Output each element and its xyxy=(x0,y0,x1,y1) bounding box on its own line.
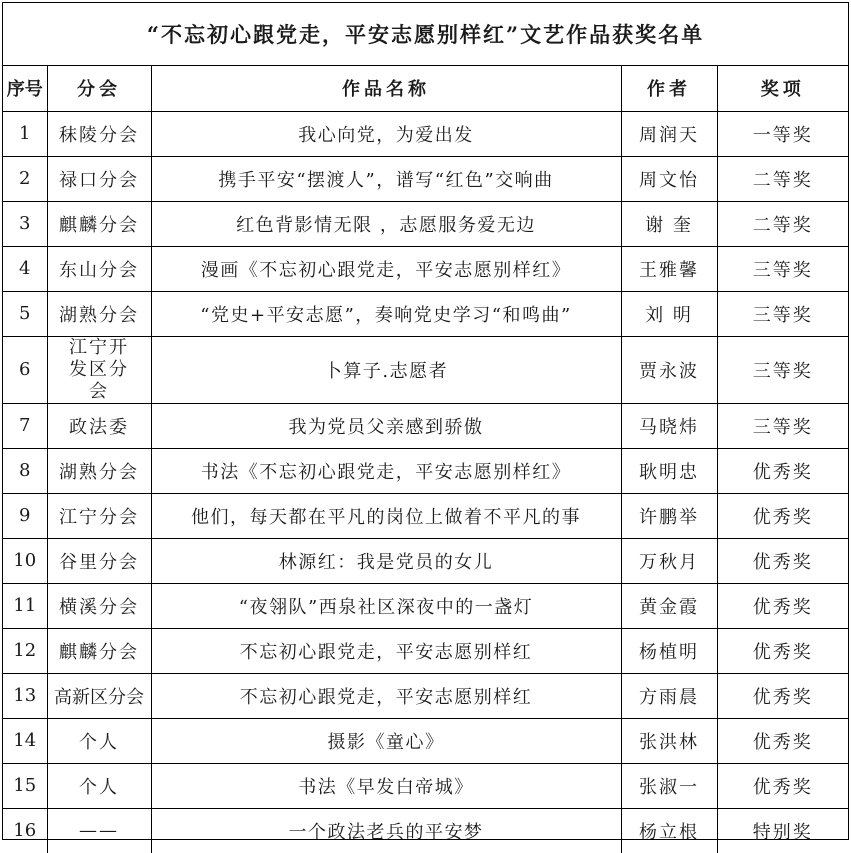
cell-author: 许鹏举 xyxy=(621,493,717,538)
cell-award: 优秀奖 xyxy=(717,583,848,628)
cell-award: 二等奖 xyxy=(717,201,848,246)
table-row xyxy=(3,493,848,538)
cell-award: 三等奖 xyxy=(717,403,848,448)
cell-no: 4 xyxy=(3,246,47,291)
cell-award: 优秀奖 xyxy=(717,718,848,763)
cell-work: 携手平安“摆渡人”，谱写“红色”交响曲 xyxy=(151,156,621,201)
cell-award: 优秀奖 xyxy=(717,763,848,808)
cell-no: 7 xyxy=(3,403,47,448)
cell-branch: 江宁分会 xyxy=(47,493,151,538)
cell-branch: 禄口分会 xyxy=(47,156,151,201)
cell-award: 二等奖 xyxy=(717,156,848,201)
cell-author: 方雨晨 xyxy=(621,673,717,718)
cell-branch: 高新区分会 xyxy=(47,673,151,718)
cell-no: 2 xyxy=(3,156,47,201)
cell-award: 一等奖 xyxy=(717,111,848,156)
cell-award: 优秀奖 xyxy=(717,448,848,493)
cell-work: 我心向党，为爱出发 xyxy=(151,111,621,156)
cell-award: 三等奖 xyxy=(717,246,848,291)
cell-author: 杨植明 xyxy=(621,628,717,673)
cell-author: 黄金霞 xyxy=(621,583,717,628)
column-header-author: 作者 xyxy=(621,66,717,111)
table-row xyxy=(3,111,848,156)
cell-award: 优秀奖 xyxy=(717,628,848,673)
document-title: “不忘初心跟党走，平安志愿别样红”文艺作品获奖名单 xyxy=(3,3,848,66)
cell-work: 摄影《童心》 xyxy=(151,718,621,763)
cell-branch: 麒麟分会 xyxy=(47,628,151,673)
cell-work: 不忘初心跟党走，平安志愿别样红 xyxy=(151,628,621,673)
cell-branch: 政法委 xyxy=(47,403,151,448)
cell-author: 周润天 xyxy=(621,111,717,156)
cell-work: 他们，每天都在平凡的岗位上做着不平凡的事 xyxy=(151,493,621,538)
cell-branch: 横溪分会 xyxy=(47,583,151,628)
table-row xyxy=(3,718,848,763)
cell-author: 杨立根 xyxy=(621,808,717,853)
cell-no: 9 xyxy=(3,493,47,538)
cell-no: 15 xyxy=(3,763,47,808)
cell-no: 16 xyxy=(3,808,47,853)
cell-work: 书法《早发白帝城》 xyxy=(151,763,621,808)
cell-branch: 个人 xyxy=(47,763,151,808)
cell-branch: 个人 xyxy=(47,718,151,763)
cell-branch: 秣陵分会 xyxy=(47,111,151,156)
cell-author: 周文怡 xyxy=(621,156,717,201)
cell-author: 谢 奎 xyxy=(621,201,717,246)
table-row xyxy=(3,336,848,403)
table-row xyxy=(3,763,848,808)
award-table xyxy=(3,66,848,853)
award-list-document xyxy=(2,2,849,843)
cell-work: 漫画《不忘初心跟党走，平安志愿别样红》 xyxy=(151,246,621,291)
cell-no: 5 xyxy=(3,291,47,336)
cell-branch: —— xyxy=(47,808,151,853)
table-row xyxy=(3,246,848,291)
cell-branch: 谷里分会 xyxy=(47,538,151,583)
cell-branch: 东山分会 xyxy=(47,246,151,291)
cell-author: 刘 明 xyxy=(621,291,717,336)
cell-work: 红色背影情无限 ，志愿服务爱无边 xyxy=(151,201,621,246)
cell-no: 1 xyxy=(3,111,47,156)
table-row xyxy=(3,808,848,853)
cell-work: 林源红：我是党员的女儿 xyxy=(151,538,621,583)
cell-author: 贾永波 xyxy=(621,336,717,403)
cell-work: “党史+平安志愿”，奏响党史学习“和鸣曲” xyxy=(151,291,621,336)
cell-work: “夜翎队”西泉社区深夜中的一盏灯 xyxy=(151,583,621,628)
column-header-branch: 分会 xyxy=(47,66,151,111)
table-row xyxy=(3,628,848,673)
cell-branch: 麒麟分会 xyxy=(47,201,151,246)
cell-award: 优秀奖 xyxy=(717,493,848,538)
table-row xyxy=(3,156,848,201)
cell-work: 不忘初心跟党走，平安志愿别样红 xyxy=(151,673,621,718)
cell-branch: 江宁开发区分会 xyxy=(47,336,151,403)
cell-author: 王雅馨 xyxy=(621,246,717,291)
cell-award: 特别奖 xyxy=(752,821,813,843)
cell-no: 14 xyxy=(3,718,47,763)
cell-award: 三等奖 xyxy=(717,291,848,336)
cell-work: 卜算子.志愿者 xyxy=(151,336,621,403)
table-row xyxy=(3,201,848,246)
cell-award: 优秀奖 xyxy=(717,673,848,718)
cell-no: 6 xyxy=(3,336,47,403)
cell-author: 万秋月 xyxy=(621,538,717,583)
table-row xyxy=(3,448,848,493)
column-header-work: 作品名称 xyxy=(151,66,621,111)
cell-work: 我为党员父亲感到骄傲 xyxy=(151,403,621,448)
column-header-no: 序号 xyxy=(3,66,47,111)
table-row xyxy=(3,538,848,583)
cell-award: 优秀奖 xyxy=(717,538,848,583)
cell-work: 书法《不忘初心跟党走，平安志愿别样红》 xyxy=(151,448,621,493)
table-row xyxy=(3,583,848,628)
cell-author: 张洪林 xyxy=(621,718,717,763)
cell-no: 13 xyxy=(3,673,47,718)
cell-no: 10 xyxy=(3,538,47,583)
cell-branch: 湖熟分会 xyxy=(47,448,151,493)
cell-no: 3 xyxy=(3,201,47,246)
table-row xyxy=(3,291,848,336)
cell-author: 耿明忠 xyxy=(621,448,717,493)
table-header-row xyxy=(3,66,848,111)
table-row xyxy=(3,673,848,718)
cell-no: 8 xyxy=(3,448,47,493)
column-header-award: 奖项 xyxy=(717,66,848,111)
table-row xyxy=(3,403,848,448)
cell-no: 11 xyxy=(3,583,47,628)
cell-no: 12 xyxy=(3,628,47,673)
cell-author: 张淑一 xyxy=(621,763,717,808)
cell-author: 马晓炜 xyxy=(621,403,717,448)
cell-award: 三等奖 xyxy=(717,336,848,403)
cell-work: 一个政法老兵的平安梦 xyxy=(151,808,621,853)
cell-branch: 湖熟分会 xyxy=(47,291,151,336)
